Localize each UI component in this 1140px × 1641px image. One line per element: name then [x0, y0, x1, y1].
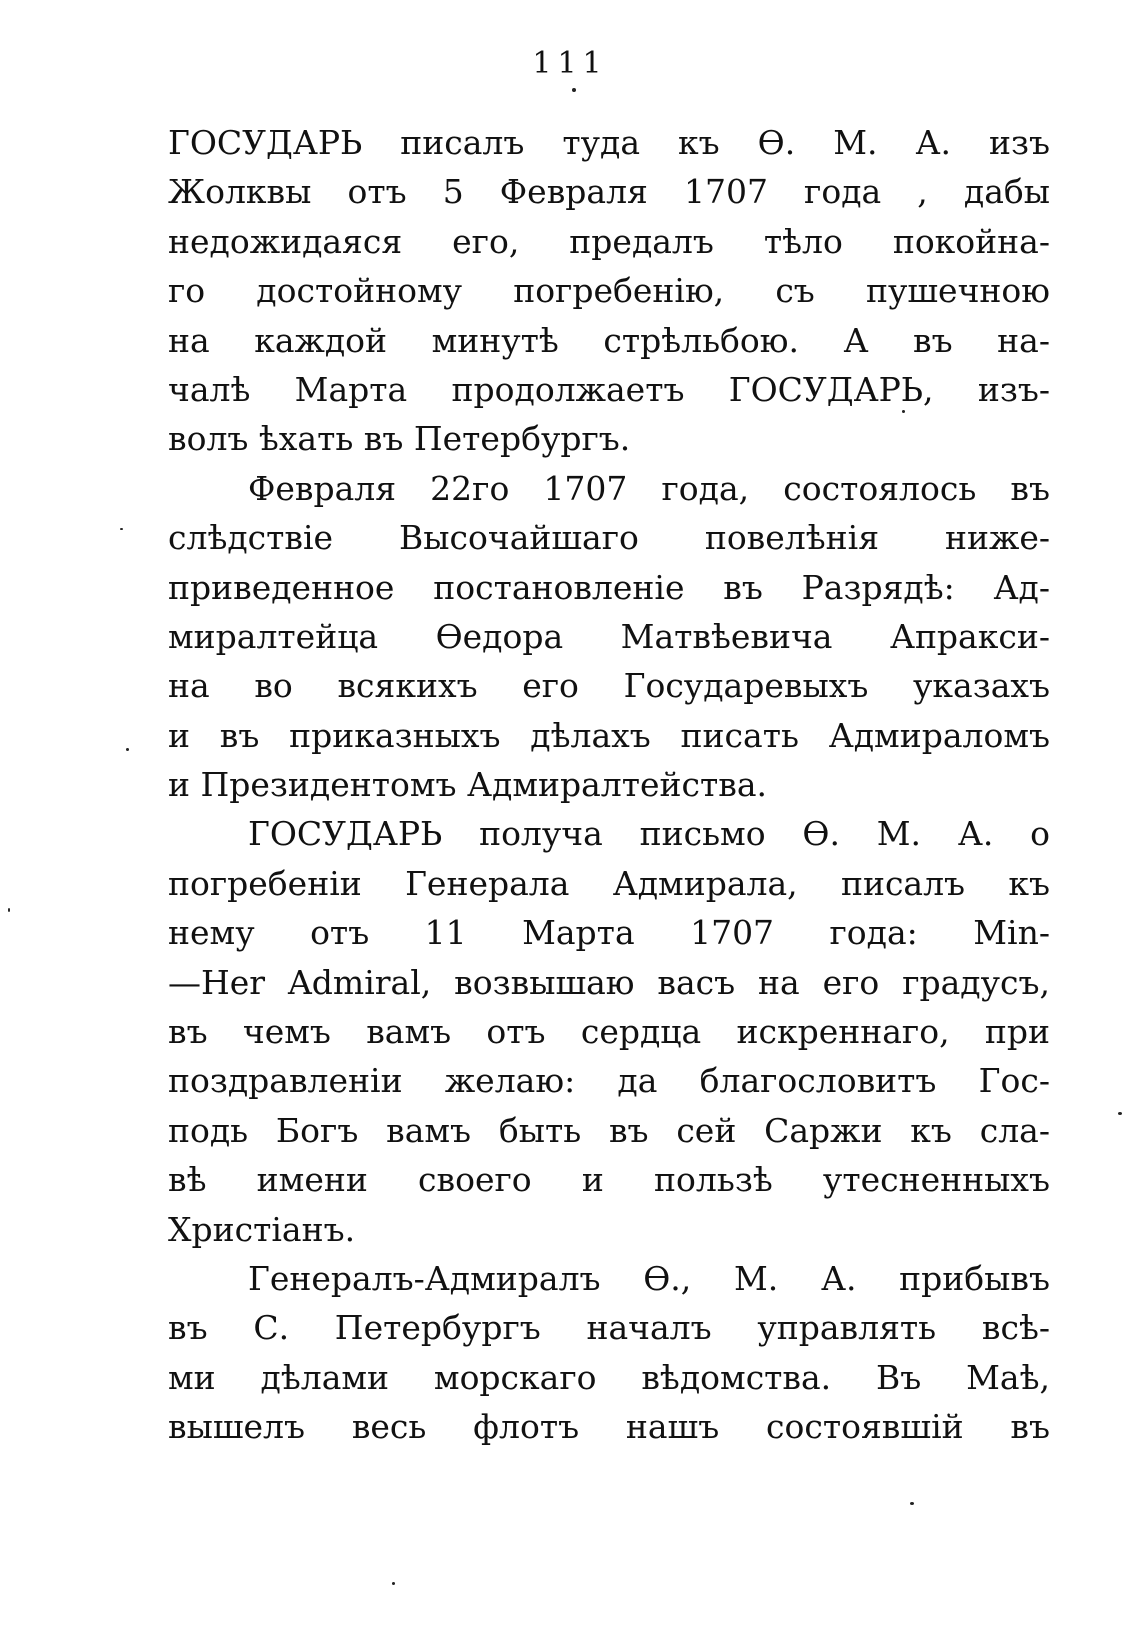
text-line: вѣ имени своего и пользѣ утесненныхъ	[168, 1160, 1050, 1200]
ink-speck	[572, 88, 576, 92]
paragraph	[168, 1254, 1050, 1452]
ink-speck	[902, 410, 905, 413]
text-line: ГОСУДАРЬ писалъ туда къ Ѳ. М. А. изъ	[168, 123, 1050, 162]
text-line: Генералъ-Адмиралъ Ѳ., М. А. прибывъ	[248, 1258, 1050, 1298]
text-line: поздравленіи желаю: да благословитъ Гос-	[168, 1061, 1050, 1101]
text-line: вышелъ весь флотъ нашъ состоявшій въ	[168, 1407, 1050, 1447]
ink-speck	[910, 1502, 914, 1505]
text-line: недожидаяся его, предалъ тѣло покойна-	[168, 221, 1050, 261]
paragraph	[168, 118, 1050, 464]
text-line: ГОСУДАРЬ получа письмо Ѳ. М. А. о	[248, 814, 1050, 854]
text-line: —Her Admiral, возвышаю васъ на его градусъ,	[168, 962, 1050, 1002]
text-line: подь Богъ вамъ быть въ сей Саржи къ сла-	[168, 1110, 1050, 1150]
ink-speck	[126, 748, 129, 751]
page-number: 111	[532, 46, 608, 81]
text-line: погребеніи Генерала Адмирала, писалъ къ	[168, 863, 1050, 903]
text-line: и Президентомъ Адмиралтейства.	[168, 765, 768, 805]
paragraph	[168, 809, 1050, 1254]
text-line: Христіанъ.	[168, 1209, 356, 1249]
body-text	[168, 118, 1050, 1452]
text-line: ми дѣлами морскаго вѣдомства. Въ Маѣ,	[168, 1357, 1050, 1397]
ink-speck	[8, 908, 10, 912]
text-line: го достойному погребенію, съ пушечною	[168, 271, 1050, 311]
text-line: чалѣ Марта продолжаетъ ГОСУДАРЬ, изъ-	[168, 369, 1050, 409]
ink-speck	[120, 528, 123, 530]
text-line: слѣдствіе Высочайшаго повелѣнія ниже-	[168, 518, 1050, 558]
text-line: и въ приказныхъ дѣлахъ писать Адмираломъ	[168, 715, 1050, 755]
text-line: въ С. Петербургъ началъ управлять всѣ-	[168, 1308, 1050, 1348]
text-line: нему отъ 11 Марта 1707 года: Min-	[168, 913, 1050, 953]
text-line: на каждой минутѣ стрѣльбою. А въ на-	[168, 320, 1050, 360]
text-line: Февраля 22го 1707 года, состоялось въ	[248, 468, 1050, 508]
text-line: волъ ѣхать въ Петербургъ.	[168, 419, 631, 459]
text-line: Жолквы отъ 5 Февраля 1707 года , дабы	[168, 172, 1050, 212]
ink-speck	[1118, 1112, 1122, 1115]
text-line: на во всякихъ его Государевыхъ указахъ	[168, 666, 1050, 706]
ink-speck	[392, 1582, 395, 1585]
paragraph	[168, 464, 1050, 810]
text-line: миралтейца Ѳедора Матвѣевича Апракси-	[168, 616, 1050, 656]
text-line: въ чемъ вамъ отъ сердца искреннаго, при	[168, 1012, 1050, 1052]
text-line: приведенное постановленіе въ Разрядѣ: Ад-	[168, 567, 1050, 607]
